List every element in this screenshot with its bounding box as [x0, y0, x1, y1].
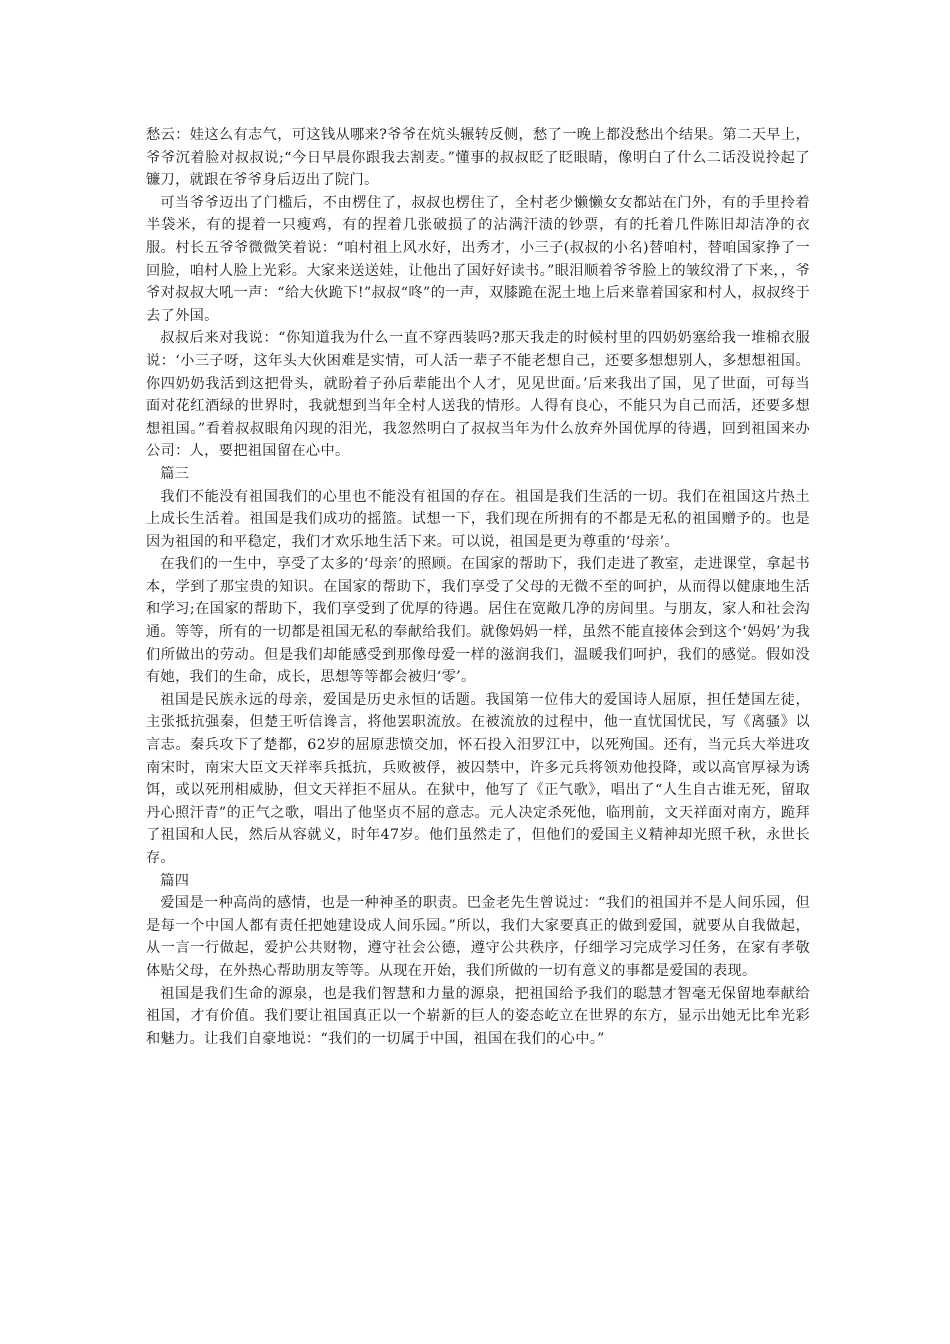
section-heading-4: 篇四: [160, 872, 190, 889]
paragraph-1: 愁云：娃这么有志气，可这钱从哪来?爷爷在炕头辗转反侧，愁了一晚上都没愁出个结果。第二天早上，爷爷沉着脸对叔叔说;“今日早晨你跟我去割麦。”懂事的叔叔眨了眨眼睛，像明白了什么二话没说拎起了镰刀，就跟在爷爷身后迈出了院门。: [146, 127, 810, 189]
paragraph-7: 爱国是一种高尚的感情，也是一种神圣的职责。巴金老先生曾说过：“我们的祖国并不是人间乐园，但是每一个中国人都有责任把她建设成人间乐园。”所以，我们大家要真正的做到爱国，就要从自我做起，从一言一行做起，爱护公共财物，遵守社会公德，遵守公共秩序，仔细学习完成学习任务，在家有孝敬体贴父母，在外热心帮助朋友等等。从现在开始，我们所做的一切有意义的事都是爱国的表现。: [146, 895, 810, 979]
section-heading-3: 篇三: [160, 465, 190, 482]
paragraph-3: 叔叔后来对我说：“你知道我为什么一直不穿西装吗?那天我走的时候村里的四奶奶塞给我一堆棉衣服说：‘小三子呀，这年头大伙困难是实情，可人活一辈子不能老想自己，还要多想想别人，多想想祖国。你四奶奶我活到这把骨头，就盼着子孙后辈能出个人才，见见世面。’后来我出了国，见了世面，可每当面对花红酒绿的世界时，我就想到当年全村人送我的情形。人得有良心，不能只为自己而活，还要多想想祖国。”看着叔叔眼角闪现的泪光，我忽然明白了叔叔当年为什么放弃外国优厚的待遇，回到祖国来办公司：人，要把祖国留在心中。: [146, 330, 810, 460]
paragraph-6: 祖国是民族永远的母亲，爱国是历史永恒的话题。我国第一位伟大的爱国诗人屈原，担任楚国左徒，主张抵抗强秦，但楚王听信谗言，将他罢职流放。在被流放的过程中，他一直忧国忧民，写《离骚》以言志。秦兵攻下了楚都，62岁的屈原悲愤交加，怀石投入汨罗江中，以死殉国。还有，当元兵大举进攻南宋时，南宋大臣文天祥率兵抵抗，兵败被俘，被囚禁中，许多元兵将领劝他投降，或以高官厚禄为诱饵，或以死刑相威胁，但文天祥拒不屈从。在狱中，他写了《正气歌》，唱出了“人生自古谁无死，留取丹心照汗青”的正气之歌，唱出了他坚贞不屈的意志。元人决定杀死他，临刑前，文天祥面对南方，跪拜了祖国和人民，然后从容就义，时年47岁。他们虽然走了，但他们的爱国主义精神却光照千秋，永世长存。: [146, 691, 810, 866]
paragraph-5: 在我们的一生中，享受了太多的‘母亲’的照顾。在国家的帮助下，我们走进了教室，走进课堂，拿起书本，学到了那宝贵的知识。在国家的帮助下，我们享受了父母的无微不至的呵护，从而得以健康地生活和学习;在国家的帮助下，我们享受到了优厚的待遇。居住在宽敞几净的房间里。与朋友，家人和社会沟通。等等，所有的一切都是祖国无私的奉献给我们。就像妈妈一样，虽然不能直接体会到这个‘妈妈’为我们所做出的劳动。但是我们却能感受到那像母爱一样的滋润我们，温暖我们呵护，我们的感觉。假如没有她，我们的生命，成长，思想等等都会被归‘零’。: [146, 556, 810, 686]
paragraph-4: 我们不能没有祖国我们的心里也不能没有祖国的存在。祖国是我们生活的一切。我们在祖国这片热土上成长生活着。祖国是我们成功的摇篮。试想一下，我们现在所拥有的不都是无私的祖国赠予的。也是因为祖国的和平稳定，我们才欢乐地生活下来。可以说，祖国是更为尊重的‘母亲’。: [146, 488, 810, 550]
document-page: [146, 124, 810, 1050]
paragraph-2: 可当爷爷迈出了门槛后，不由楞住了，叔叔也楞住了，全村老少懒懒女女都站在门外，有的手里拎着半袋米，有的提着一只瘦鸡，有的捏着几张破损了的沾满汗渍的钞票，有的托着几件陈旧却洁净的衣服。村长五爷爷微微笑着说：“咱村祖上风水好，出秀才，小三子(叔叔的小名)替咱村，替咱国家挣了一回脸，咱村人脸上光彩。大家来送送娃，让他出了国好好读书。”眼泪顺着爷爷脸上的皱纹滑了下来，，爷爷对叔叔大吼一声：“给大伙跪下!”叔叔“咚”的一声，双膝跪在泥土地上后来靠着国家和村人，叔叔终于去了外国。: [146, 194, 810, 324]
paragraph-8: 祖国是我们生命的源泉，也是我们智慧和力量的源泉，把祖国给予我们的聪慧才智毫无保留地奉献给祖国，才有价值。我们要让祖国真正以一个崭新的巨人的姿态屹立在世界的东方，显示出她无比牟光彩和魅力。让我们自豪地说：“我们的一切属于中国，祖国在我们的心中。”: [146, 985, 810, 1047]
